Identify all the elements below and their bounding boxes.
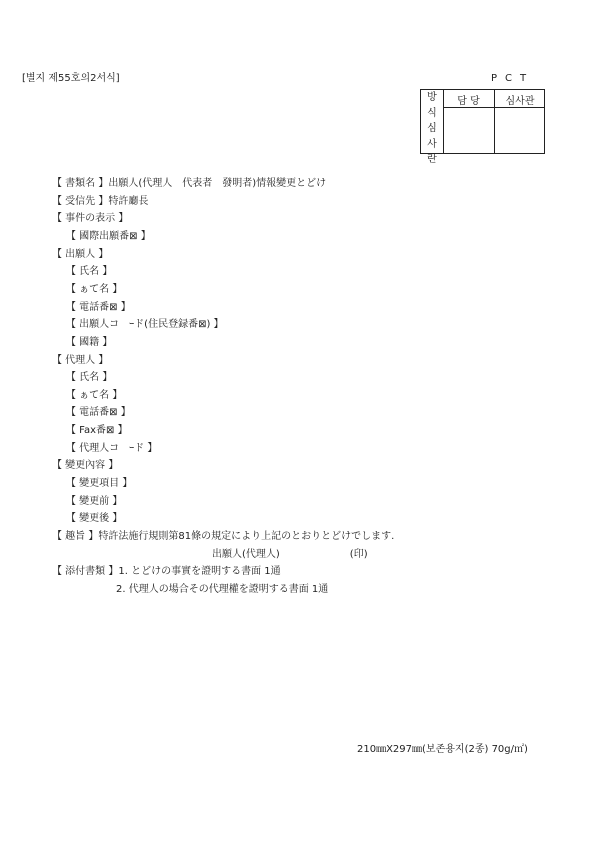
paper-spec-footer: 210㎜X297㎜(보존용지(2종) 70g/㎡) <box>357 744 528 755</box>
form-line: 【 Fax番⊠ 】 <box>66 425 128 436</box>
form-number: [별지 제55호의2서식] <box>22 73 120 84</box>
review-side-char: 방 <box>427 92 437 103</box>
review-col-staff: 담 당 <box>457 96 480 107</box>
form-line: 【 書類名 】出願人(代理人 代表者 發明者)情報變更とどけ <box>52 178 327 189</box>
form-line: 【 電話番⊠ 】 <box>66 407 131 418</box>
form-line: 【 變更項目 】 <box>66 478 133 489</box>
form-line: 【 變更內容 】 <box>52 460 119 471</box>
form-line: 【 變更前 】 <box>66 496 123 507</box>
form-line: 【 代理人コ ｰド 】 <box>66 443 158 454</box>
review-side-char: 사 <box>427 138 437 150</box>
review-side-char: 란 <box>427 154 437 165</box>
review-box-side-label <box>421 90 443 165</box>
pct-label: PCT <box>491 73 535 84</box>
form-line: 【 國際出願番⊠ 】 <box>66 231 151 242</box>
form-line: 【 事件の表示 】 <box>52 213 129 224</box>
form-line: 【 受信先 】特許廳長 <box>52 196 149 207</box>
review-box <box>420 89 545 165</box>
form-line: 【 添付書類 】1. とどけの事實を證明する書面 1通 <box>52 566 281 577</box>
review-side-char: 식 <box>427 107 437 119</box>
form-line: 【 出願人コ ｰド(住民登録番⊠) 】 <box>66 319 224 330</box>
form-line: 【 氏名 】 <box>66 266 113 277</box>
form-line: 【 氏名 】 <box>66 372 113 383</box>
form-line: 【 趣旨 】特許法施行規則第81條の規定により上記のとおりとどけでします. <box>52 531 395 542</box>
form-line: 【 變更後 】 <box>66 513 123 524</box>
form-line: 【 國籍 】 <box>66 337 113 348</box>
form-line: 【 出願人 】 <box>52 249 109 260</box>
form-line: 2. 代理人の場合その代理權を證明する書面 1通 <box>116 584 329 595</box>
form-line: 出願人(代理人) (印) <box>212 549 368 560</box>
form-line: 【 ぁて名 】 <box>66 284 123 295</box>
form-line: 【 代理人 】 <box>52 355 109 366</box>
review-header-divider <box>443 107 544 108</box>
review-col-examiner: 심사관 <box>505 96 535 107</box>
form-line: 【 ぁて名 】 <box>66 390 123 401</box>
review-side-char: 심 <box>427 123 437 134</box>
form-line: 【 電話番⊠ 】 <box>66 302 131 313</box>
